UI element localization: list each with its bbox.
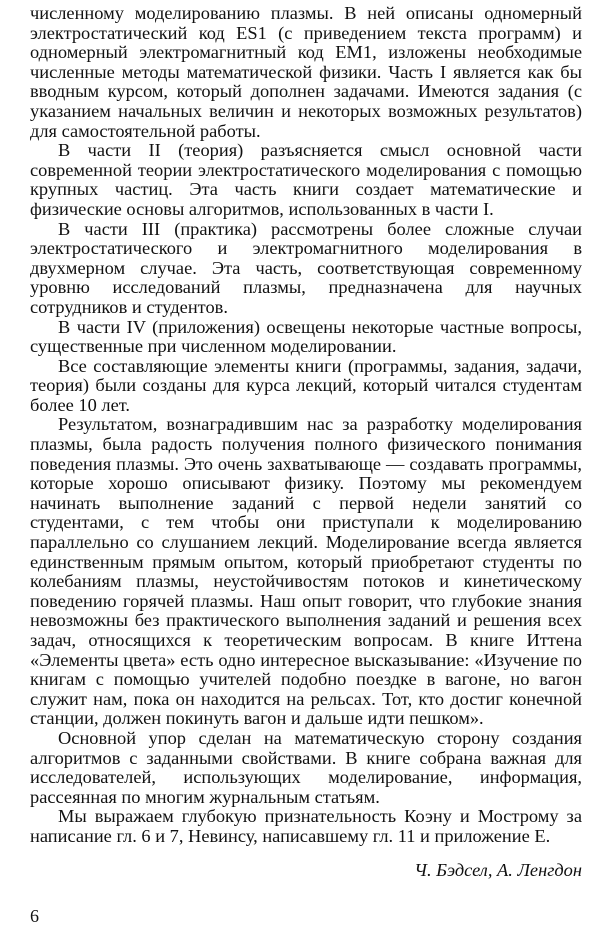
paragraph-components: Все составляющие элементы книги (программы, задания, задачи, теория) были созданы для курса лекций, который читался студентам более 10 лет. [30,355,582,415]
paragraph-emphasis: Основной упор сделан на математическую сторону создания алгоритмов с заданными свойствами. В книге собрана важная для исследователей, использующих моделирование, информация, рассеянная по многим журнальным статьям. [30,727,582,807]
paragraph-acknowledgements: Мы выражаем глубокую признательность Коэну и Мострому за написание гл. 6 и 7, Невинсу, написавшему гл. 11 и приложение E. [30,806,582,846]
paragraph-results: Результатом, вознаградившим нас за разработку моделирования плазмы, была радость получения полного физического понимания поведения плазмы. Это очень захватывающе — создавать программы, которые хорошо описывают физику. Поэтому мы рекомендуем начинать выполнение заданий с первой недели занятий со студентами, с тем чтобы они приступали к моделированию параллельно со слушанием лекций. Моделирование всегда является единственным прямым опытом, который приобретают студенты по колебаниям плазмы, неустойчивостям потоков и кинетическому поведению горячей плазмы. Наш опыт говорит, что глубокие знания невозможны без практического выполнения заданий и решения всех задач, относящихся к теоретическим вопросам. В книге Иттена «Элементы цвета» есть одно интересное высказывание: «Изучение по книгам с помощью учителей подобно поездке в вагоне, но вагон служит нам, пока он находится на рельсах. Тот, кто достиг конечной станции, должен покинуть вагон и дальше идти пешком». [30,414,582,729]
paragraph-intro-continuation: численному моделированию плазмы. В ней описаны одномерный электростатический код ES1 (с приведением текста программ) и одномерный электромагнитный код EM1, изложены необходимые численные методы математической физики. Часть I является как бы вводным курсом, который дополнен задачами. Имеются задания (с указанием начальных величин и некоторых возможных результатов) для самостоятельной работы. [30,3,582,141]
paragraph-part-2: В части II (теория) разъясняется смысл основной части современной теории электростатического моделирования с помощью крупных частиц. Эта часть книги создает математические и физические основы алгоритмов, использованных в части I. [30,140,582,219]
paragraph-part-3: В части III (практика) рассмотрены более сложные случаи электростатического и электромагнитного моделирования в двухмерном случае. Эта часть, соответствующая современному уровню исследований плазмы, предназначена для научных сотрудников и студентов. [30,218,582,317]
author-signature: Ч. Бэдсел, А. Ленгдон [414,859,582,880]
page-number: 6 [30,906,39,926]
page-body [30,4,582,880]
paragraph-part-4: В части IV (приложения) освещены некоторые частные вопросы, существенные при численном моделировании. [30,316,582,357]
